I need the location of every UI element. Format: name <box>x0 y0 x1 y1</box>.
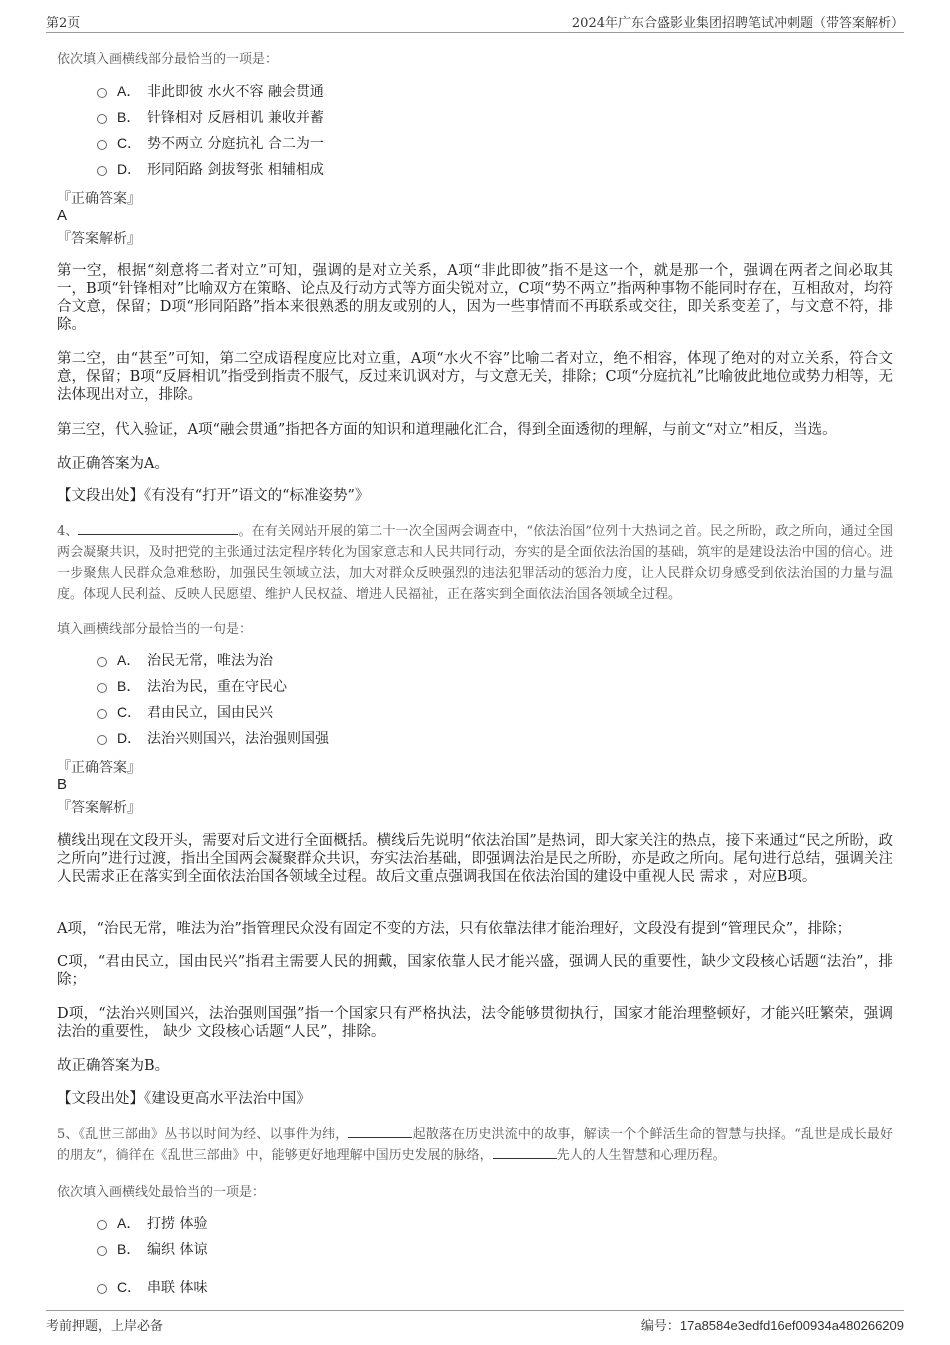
q3-prompt: 依次填入画横线部分最恰当的一项是： <box>57 52 279 67</box>
q4-option-c[interactable]: C． 君由民立，国由民兴 <box>97 699 329 725</box>
q5-blank-2 <box>493 1145 557 1159</box>
radio-icon[interactable] <box>97 1246 107 1256</box>
q4-source: 【文段出处】《建设更高水平法治中国》 <box>57 1091 311 1107</box>
q4-option-d[interactable]: D． 法治兴则国兴，法治强则国强 <box>97 725 329 751</box>
document-code: 编号：17a8584e3edfd16ef00934a480266209 <box>640 1318 904 1334</box>
footer-slogan: 考前押题，上岸必备 <box>46 1319 164 1334</box>
q3-analysis-p1: 第一空，根据“刻意将二者对立”可知，强调的是对立关系，A项“非此即彼”指不是这一个，就是那一个，强调在两者之间必取其一，B项“针锋相对”比喻双方在策略、论点及行动方式等方面尖锐对立，C项“势不两立”指两种事物不能同时存在，互相敌对，均符合文意，保留；D项“形同陌路”指本来很熟悉的朋友或别的人，因为一些事情而不再联系或交往，即关系变差了，与文意不符，排除。 <box>57 263 893 333</box>
document-title: 2024年广东合盛影业集团招聘笔试冲刺题（带答案解析） <box>571 16 904 31</box>
q4-option-b[interactable]: B． 法治为民，重在守民心 <box>97 673 329 699</box>
q3-option-c[interactable]: C． 势不两立 分庭抗礼 合二为一 <box>97 130 324 156</box>
radio-icon[interactable] <box>97 1284 107 1294</box>
q5-prompt: 依次填入画横线处最恰当的一项是： <box>57 1185 266 1200</box>
radio-icon[interactable] <box>97 166 107 176</box>
q3-option-a[interactable]: A． 非此即彼 水火不容 融会贯通 <box>97 78 324 104</box>
q4-analysis-p2: A项，“治民无常，唯法为治”指管理民众没有固定不变的方法，只有依靠法律才能治理好，文段没有提到“管理民众”，排除； <box>57 921 852 937</box>
q5-blank-1 <box>348 1124 412 1138</box>
radio-icon[interactable] <box>97 735 107 745</box>
radio-icon[interactable] <box>97 709 107 719</box>
q3-analysis-p4: 故正确答案为A。 <box>57 456 169 472</box>
q4-prompt: 填入画横线部分最恰当的一句是： <box>57 622 253 637</box>
radio-icon[interactable] <box>97 88 107 98</box>
q4-option-a[interactable]: A． 治民无常，唯法为治 <box>97 647 329 673</box>
radio-icon[interactable] <box>97 114 107 124</box>
q4-analysis-p5: 故正确答案为B。 <box>57 1058 170 1074</box>
page-footer <box>46 1310 904 1341</box>
q5-option-a[interactable]: A． 打捞 体验 <box>97 1210 207 1236</box>
q3-analysis-label: 『答案解析』 <box>57 231 141 247</box>
q4-analysis-p3: C项，“君由民立，国由民兴”指君主需要人民的拥戴，国家依靠人民才能兴盛，强调人民的重要性，缺少文段核心话题“法治”，排除； <box>57 954 893 988</box>
q4-options <box>97 647 329 751</box>
q5-options <box>97 1210 207 1300</box>
radio-icon[interactable] <box>97 683 107 693</box>
q3-option-b[interactable]: B． 针锋相对 反唇相讥 兼收并蓄 <box>97 104 324 130</box>
q4-answer-label: 『正确答案』 <box>57 760 141 776</box>
q3-option-d[interactable]: D． 形同陌路 剑拔弩张 相辅相成 <box>97 156 324 182</box>
page-number: 第2页 <box>46 16 81 31</box>
radio-icon[interactable] <box>97 140 107 150</box>
radio-icon[interactable] <box>97 1220 107 1230</box>
q4-answer: B <box>57 776 68 793</box>
radio-icon[interactable] <box>97 657 107 667</box>
q5-stem: 5、《乱世三部曲》丛书以时间为经、以事件为纬， 起散落在历史洪流中的故事，解读一个个鲜活生命的智慧与抉择。“乱世是成长最好的朋友”，徜徉在《乱世三部曲》中，能够更好地理解中国历史发展的脉络， 先人的人生智慧和心理历程。 <box>57 1124 893 1166</box>
q4-stem: 4、 。在有关网站开展的第二十一次全国两会调查中，“依法治国”位列十大热词之首。民之所盼，政之所向，通过全国两会凝聚共识，及时把党的主张通过法定程序转化为国家意志和人民共同行动，夯实的是全面依法治国的基础，筑牢的是建设法治中国的信心。进一步聚焦人民群众急难愁盼，加强民生领域立法，加大对群众反映强烈的违法犯罪活动的惩治力度，让人民群众切身感受到依法治国的力量与温度。体现人民利益、反映人民愿望、维护人民权益、增进人民福祉，正在落实到全面依法治国各领域全过程。 <box>57 521 893 605</box>
q3-answer: A <box>57 207 68 224</box>
q3-analysis-p2: 第二空，由“甚至”可知，第二空成语程度应比对立重，A项“水火不容”比喻二者对立，绝不相容，体现了绝对的对立关系，符合文意，保留；B项“反唇相讥”指受到指责不服气，反过来讥讽对方，与文意无关，排除；C项“分庭抗礼”比喻彼此地位或势力相等，无法体现出对立，排除。 <box>57 351 893 403</box>
page-header <box>46 10 904 33</box>
q5-option-b[interactable]: B． 编织 体谅 <box>97 1236 207 1262</box>
q4-analysis-p4: D项，“法治兴则国兴，法治强则国强”指一个国家只有严格执法，法令能够贯彻执行，国家才能治理整顿好，才能兴旺繁荣，强调法治的重要性， 缺少 文段核心话题“人民”，排除。 <box>57 1006 893 1040</box>
q4-blank <box>78 521 238 535</box>
q3-analysis-p3: 第三空，代入验证，A项“融会贯通”指把各方面的知识和道理融化汇合，得到全面透彻的理解，与前文“对立”相反，当选。 <box>57 422 837 438</box>
q4-analysis-label: 『答案解析』 <box>57 800 141 816</box>
q4-analysis-p1: 横线出现在文段开头，需要对后文进行全面概括。横线后先说明“依法治国”是热词，即大家关注的热点，接下来通过“民之所盼，政之所向”进行过渡，指出全国两会凝聚群众共识，夯实法治基础，即强调法治是民之所盼，亦是政之所向。尾句进行总结，强调关注人民需求正在落实到全面依法治国各领域全过程。故后文重点强调我国在依法治国的建设中重视人民 需求 ，对应B项。 <box>57 833 893 885</box>
q5-option-c[interactable]: C． 串联 体味 <box>97 1274 207 1300</box>
q3-source: 【文段出处】《有没有“打开”语文的“标准姿势”》 <box>57 488 370 504</box>
q3-answer-label: 『正确答案』 <box>57 191 141 207</box>
q3-options <box>97 78 324 182</box>
